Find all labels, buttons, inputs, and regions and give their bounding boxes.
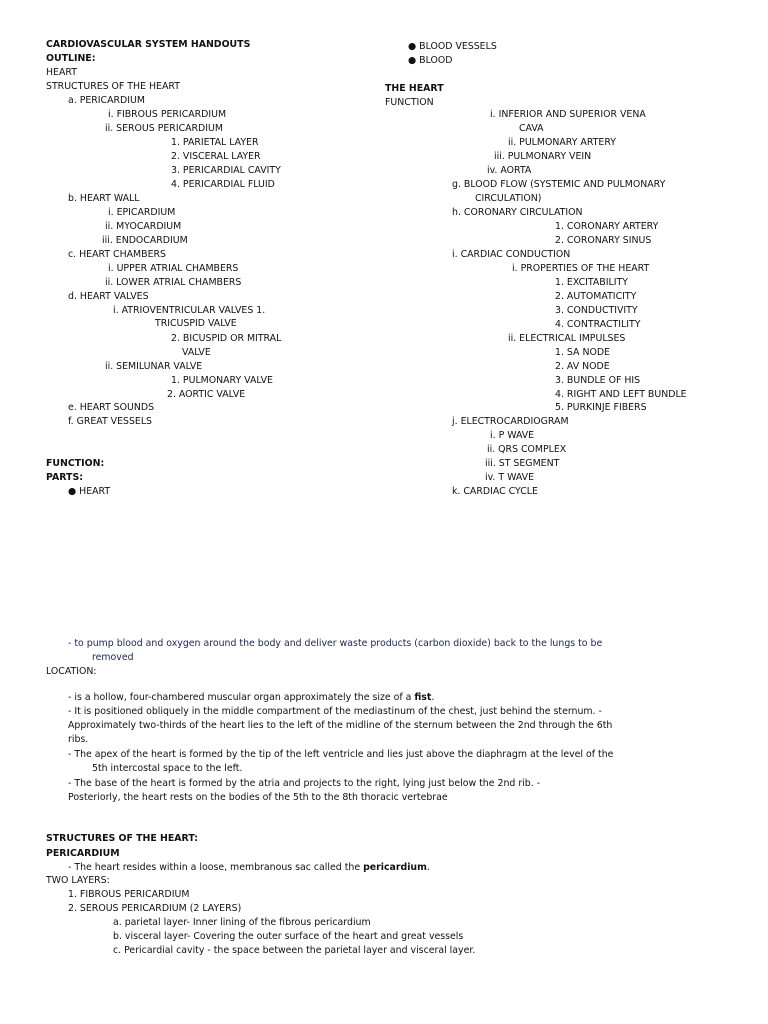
outline-label: OUTLINE: (46, 53, 96, 64)
outline-item: 3. BUNDLE OF HIS (555, 375, 641, 386)
list-item: a. parietal layer- Inner lining of the fibrous pericardium (113, 917, 371, 928)
fist-term: fist (414, 692, 432, 703)
outline-item: 2. BICUSPID OR MITRAL (171, 333, 282, 344)
outline-item: i. UPPER ATRIAL CHAMBERS (108, 263, 239, 274)
outline-item: h. CORONARY CIRCULATION (452, 207, 583, 218)
outline-item: iii. PULMONARY VEIN (494, 151, 592, 162)
list-item: 2. SEROUS PERICARDIUM (2 LAYERS) (68, 903, 242, 914)
function-text: removed (92, 652, 134, 663)
bullet-item: ● HEART (68, 486, 111, 497)
outline-item: iii. ENDOCARDIUM (102, 235, 188, 246)
list-item: c. Pericardial cavity - the space between the parietal layer and visceral layer. (113, 945, 476, 956)
outline-item: CIRCULATION) (475, 193, 542, 204)
outline-item: ii. PULMONARY ARTERY (508, 137, 616, 148)
bullet-item: ● BLOOD (408, 55, 453, 66)
list-item: b. visceral layer- Covering the outer surface of the heart and great vessels (113, 931, 464, 942)
outline-item: 2. AV NODE (555, 361, 610, 372)
outline-item: ii. MYOCARDIUM (105, 221, 182, 232)
outline-item: i. P WAVE (490, 430, 535, 441)
outline-item: iv. T WAVE (485, 472, 534, 483)
location-paragraph: Approximately two-thirds of the heart lies to the left of the midline of the sternum between the 2nd through the 6th (68, 720, 613, 731)
outline-item: 2. AORTIC VALVE (167, 389, 246, 400)
outline-item: 2. AUTOMATICITY (555, 291, 637, 302)
outline-item: j. ELECTROCARDIOGRAM (452, 416, 569, 427)
pericardium-term: pericardium (363, 862, 427, 873)
location-label: LOCATION: (46, 666, 97, 677)
outline-item: b. HEART WALL (68, 193, 140, 204)
outline-item: i. FIBROUS PERICARDIUM (108, 109, 227, 120)
outline-item: ii. SEMILUNAR VALVE (105, 361, 203, 372)
list-item: 1. FIBROUS PERICARDIUM (68, 889, 190, 900)
outline-item: 4. CONTRACTILITY (555, 319, 641, 330)
outline-item: iv. AORTA (487, 165, 532, 176)
function-text: - to pump blood and oxygen around the body and deliver waste products (carbon dioxide) back to the lungs to be (68, 638, 603, 649)
outline-item: FUNCTION (385, 97, 434, 108)
outline-item: c. HEART CHAMBERS (68, 249, 166, 260)
outline-item: 1. CORONARY ARTERY (555, 221, 659, 232)
outline-item: 1. PARIETAL LAYER (171, 137, 259, 148)
outline-item: 4. RIGHT AND LEFT BUNDLE (555, 389, 687, 400)
outline-item: k. CARDIAC CYCLE (452, 486, 538, 497)
pericardium-paragraph: - The heart resides within a loose, membranous sac called the pericardium. (68, 862, 430, 873)
outline-item: 1. PULMONARY VALVE (171, 375, 273, 386)
outline-item: g. BLOOD FLOW (SYSTEMIC AND PULMONARY (452, 179, 666, 190)
location-paragraph: ribs. (68, 734, 89, 745)
outline-item: 3. PERICARDIAL CAVITY (171, 165, 281, 176)
outline-item: ii. ELECTRICAL IMPULSES (508, 333, 626, 344)
bullet-item: ● BLOOD VESSELS (408, 41, 497, 52)
outline-item: i. PROPERTIES OF THE HEART (512, 263, 650, 274)
outline-item: 1. EXCITABILITY (555, 277, 628, 288)
outline-item: ii. QRS COMPLEX (487, 444, 567, 455)
location-paragraph: - is a hollow, four-chambered muscular organ approximately the size of a fist. (68, 692, 435, 703)
outline-item: i. EPICARDIUM (108, 207, 176, 218)
outline-item: ii. SEROUS PERICARDIUM (105, 123, 223, 134)
outline-item: f. GREAT VESSELS (68, 416, 153, 427)
section-heading: THE HEART (385, 83, 444, 94)
outline-item: VALVE (182, 347, 211, 358)
location-paragraph: - The base of the heart is formed by the atria and projects to the right, lying just below the 2nd rib. - (68, 778, 541, 789)
location-paragraph: Posteriorly, the heart rests on the bodies of the 5th to the 8th thoracic vertebrae (68, 792, 448, 803)
subsection-heading: PERICARDIUM (46, 848, 120, 859)
outline-item: e. HEART SOUNDS (68, 402, 155, 413)
outline-item: HEART (46, 67, 77, 78)
outline-item: TRICUSPID VALVE (155, 318, 237, 329)
two-layers-label: TWO LAYERS: (46, 875, 110, 886)
outline-item: 1. SA NODE (555, 347, 610, 358)
outline-item: i. ATRIOVENTRICULAR VALVES 1. (113, 305, 266, 316)
outline-item: d. HEART VALVES (68, 291, 149, 302)
location-paragraph: - The apex of the heart is formed by the tip of the left ventricle and lies just above the diaphragm at the level of the (68, 749, 614, 760)
outline-item: 5. PURKINJE FIBERS (555, 402, 647, 413)
location-paragraph: - It is positioned obliquely in the middle compartment of the mediastinum of the chest, just behind the sternum. - (68, 706, 602, 717)
outline-item: 2. VISCERAL LAYER (171, 151, 261, 162)
outline-item: iii. ST SEGMENT (485, 458, 560, 469)
outline-item: 2. CORONARY SINUS (555, 235, 652, 246)
location-paragraph: 5th intercostal space to the left. (92, 763, 243, 774)
outline-item: 3. CONDUCTIVITY (555, 305, 638, 316)
outline-item: a. PERICARDIUM (68, 95, 145, 106)
function-label: FUNCTION: (46, 458, 105, 469)
outline-item: ii. LOWER ATRIAL CHAMBERS (105, 277, 242, 288)
parts-label: PARTS: (46, 472, 83, 483)
section-heading: STRUCTURES OF THE HEART: (46, 833, 198, 844)
outline-item: 4. PERICARDIAL FLUID (171, 179, 275, 190)
outline-item: i. INFERIOR AND SUPERIOR VENA (490, 109, 646, 120)
outline-item: i. CARDIAC CONDUCTION (452, 249, 571, 260)
outline-item: CAVA (519, 123, 544, 134)
document-title: CARDIOVASCULAR SYSTEM HANDOUTS (46, 39, 251, 50)
outline-item: STRUCTURES OF THE HEART (46, 81, 180, 92)
